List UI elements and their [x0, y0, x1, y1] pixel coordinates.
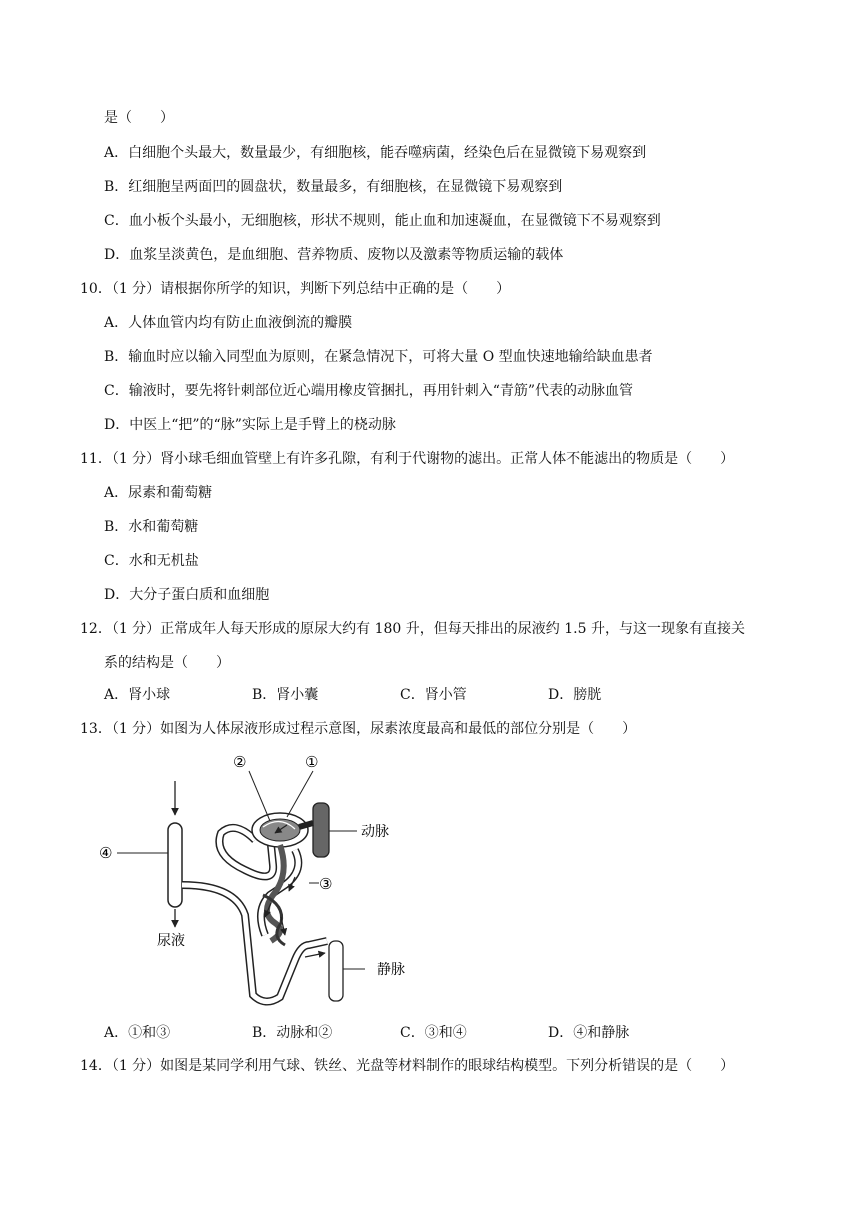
q9-option-c: C．血小板个头最小，无细胞核，形状不规则，能止血和加速凝血，在显微镜下不易观察到: [104, 213, 661, 229]
q13-stem: 13．（1 分）如图为人体尿液形成过程示意图，尿素浓度最高和最低的部位分别是（ ）: [80, 721, 637, 737]
q13-option-c: C．③和④: [400, 1025, 467, 1041]
q12-option-c: C．肾小管: [400, 687, 467, 703]
q10-option-c: C．输液时，要先将针刺部位近心端用橡皮管捆扎，再用针刺入“青筋”代表的动脉血管: [104, 383, 634, 399]
q12-option-a: A．肾小球: [104, 687, 171, 703]
q10-option-b: B．输血时应以输入同型血为原则，在紧急情况下，可将大量 O 型血快速地输给缺血患者: [104, 349, 653, 365]
q12-stem-line1: 12．（1 分）正常成年人每天形成的原尿大约有 180 升，但每天排出的尿液约 1.5 升，与这一现象有直接关: [80, 621, 745, 637]
q13-option-b: B．动脉和②: [252, 1025, 333, 1041]
label-1: ①: [305, 753, 319, 771]
vein: [305, 941, 365, 1001]
q9-option-a: A．白细胞个头最大，数量最少，有细胞核，能吞噬病菌，经染色后在显微镜下易观察到: [104, 145, 647, 161]
q9-option-b: B．红细胞呈两面凹的圆盘状，数量最多，有细胞核，在显微镜下易观察到: [104, 179, 563, 195]
q13-option-d: D．④和静脉: [548, 1025, 630, 1041]
q13-option-a: A．①和③: [104, 1025, 171, 1041]
q12-option-d: D．膀胱: [548, 687, 602, 703]
label-artery: 动脉: [361, 824, 389, 840]
q10-option-a: A．人体血管内均有防止血液倒流的瓣膜: [104, 315, 353, 331]
q9-option-d: D．血浆呈淡黄色，是血细胞、营养物质、废物以及激素等物质运输的载体: [104, 247, 564, 263]
q11-option-d: D．大分子蛋白质和血细胞: [104, 587, 270, 603]
q11-stem: 11．（1 分）肾小球毛细血管壁上有许多孔隙，有利于代谢物的滤出。正常人体不能滤出的物质是（ ）: [80, 451, 735, 467]
label-3: ③: [319, 875, 333, 893]
renal-tubule: [182, 828, 327, 1002]
q11-option-a: A．尿素和葡萄糖: [104, 485, 213, 501]
q12-stem-line2: 系的结构是（ ）: [104, 655, 230, 671]
q12-option-b: B．肾小囊: [252, 687, 319, 703]
q10-stem: 10．（1 分）请根据你所学的知识，判断下列总结中正确的是（ ）: [80, 281, 511, 297]
label-2: ②: [233, 753, 247, 771]
q12-options: [104, 685, 704, 705]
renal-corpuscle: [252, 813, 308, 847]
q9-stem-tail: 是（ ）: [104, 110, 174, 126]
label-vein: 静脉: [377, 962, 405, 978]
q14-stem: 14．（1 分）如图是某同学利用气球、铁丝、光盘等材料制作的眼球结构模型。下列分析错误的是（ ）: [80, 1058, 735, 1074]
q11-option-c: C．水和无机盐: [104, 553, 199, 569]
label-4: ④: [99, 844, 113, 862]
nephron-diagram: [95, 745, 435, 1015]
label-urine: 尿液: [157, 933, 185, 949]
q10-option-d: D．中医上“把”的“脉”实际上是手臂上的桡动脉: [104, 417, 396, 433]
collecting-duct: [117, 781, 182, 927]
q11-option-b: B．水和葡萄糖: [104, 519, 199, 535]
q13-options: [104, 1023, 704, 1043]
